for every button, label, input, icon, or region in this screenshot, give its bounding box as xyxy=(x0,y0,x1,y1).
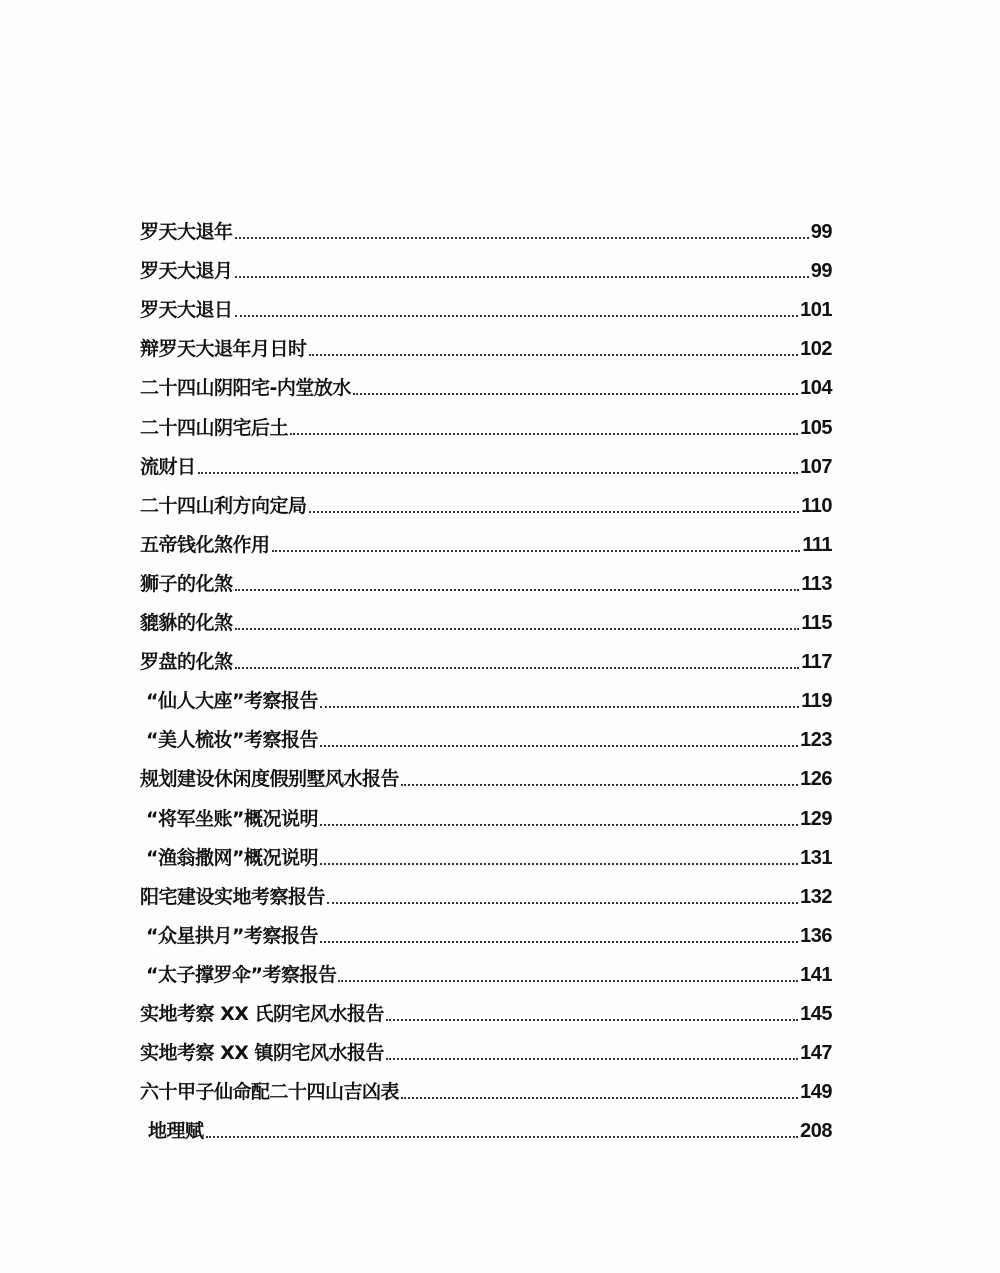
dot-leader xyxy=(235,588,800,591)
dot-leader xyxy=(235,236,809,239)
dot-leader xyxy=(235,627,800,630)
toc-entry-title: 罗天大退月 xyxy=(140,260,233,283)
table-of-contents xyxy=(140,205,832,1143)
toc-entry xyxy=(140,440,832,479)
toc-entry-title: “美人梳妆”考察报告 xyxy=(146,729,318,752)
toc-entry-page: 110 xyxy=(801,494,832,517)
toc-entry xyxy=(140,1026,832,1065)
toc-entry xyxy=(140,987,832,1026)
toc-entry-title: 地理赋 xyxy=(148,1120,204,1143)
toc-entry-title: 二十四山利方向定局 xyxy=(140,494,307,517)
toc-entry xyxy=(140,791,832,830)
toc-entry xyxy=(140,283,832,322)
toc-entry-title: 罗盘的化煞 xyxy=(140,651,233,674)
toc-entry-title: 规划建设休闲度假别墅风水报告 xyxy=(140,768,400,791)
toc-entry xyxy=(140,1065,832,1104)
toc-entry-page: 107 xyxy=(800,455,832,478)
toc-entry-title: 六十甲子仙命配二十四山吉凶表 xyxy=(140,1081,400,1104)
toc-entry xyxy=(140,752,832,791)
toc-entry xyxy=(140,635,832,674)
toc-entry-page: 208 xyxy=(800,1120,832,1143)
dot-leader xyxy=(386,1057,798,1060)
toc-entry-page: 111 xyxy=(802,533,832,556)
toc-entry-title: 实地考察 XX 氏阴宅风水报告 xyxy=(140,1002,385,1025)
toc-entry xyxy=(140,870,832,909)
dot-leader xyxy=(386,1018,798,1021)
toc-entry xyxy=(140,361,832,400)
toc-entry-title: 阳宅建设实地考察报告 xyxy=(140,885,326,908)
toc-entry-page: 115 xyxy=(801,612,832,635)
toc-entry xyxy=(140,1104,832,1143)
toc-entry-page: 132 xyxy=(800,885,832,908)
toc-entry-title: 二十四山阴阳宅-内堂放水 xyxy=(140,377,351,400)
dot-leader xyxy=(235,666,800,669)
toc-entry-page: 99 xyxy=(810,260,832,283)
toc-entry xyxy=(140,831,832,870)
dot-leader xyxy=(327,901,798,904)
toc-entry xyxy=(140,713,832,752)
toc-entry-title: 实地考察 XX 镇阴宅风水报告 xyxy=(140,1042,385,1065)
toc-entry xyxy=(140,596,832,635)
toc-entry-title: “仙人大座”考察报告 xyxy=(146,690,318,713)
toc-entry-title: 辩罗天大退年月日时 xyxy=(140,338,307,361)
dot-leader xyxy=(235,314,799,317)
toc-entry-page: 131 xyxy=(800,846,832,869)
toc-entry-page: 126 xyxy=(800,768,832,791)
dot-leader xyxy=(206,1135,799,1138)
dot-leader xyxy=(401,783,798,786)
toc-entry xyxy=(140,557,832,596)
toc-entry xyxy=(140,244,832,283)
toc-entry xyxy=(140,909,832,948)
dot-leader xyxy=(309,353,799,356)
dot-leader xyxy=(290,432,798,435)
toc-entry xyxy=(140,479,832,518)
toc-entry-page: 99 xyxy=(810,221,832,244)
toc-entry-page: 123 xyxy=(800,729,832,752)
toc-entry xyxy=(140,674,832,713)
toc-entry-title: 流财日 xyxy=(140,455,196,478)
toc-entry-page: 141 xyxy=(800,963,832,986)
toc-entry-page: 117 xyxy=(801,651,832,674)
toc-entry-page: 105 xyxy=(800,416,832,439)
toc-entry xyxy=(140,322,832,361)
toc-entry xyxy=(140,205,832,244)
dot-leader xyxy=(235,275,809,278)
toc-entry-title: 二十四山阴宅后土 xyxy=(140,416,289,439)
toc-entry-page: 101 xyxy=(800,299,832,322)
toc-entry-page: 149 xyxy=(800,1081,832,1104)
toc-entry-page: 136 xyxy=(800,924,832,947)
toc-entry-title: 罗天大退年 xyxy=(140,221,233,244)
toc-entry-page: 145 xyxy=(800,1002,832,1025)
dot-leader xyxy=(320,705,799,708)
toc-entry-title: 五帝钱化煞作用 xyxy=(140,533,270,556)
toc-entry-title: 狮子的化煞 xyxy=(140,572,233,595)
dot-leader xyxy=(338,979,798,982)
toc-entry-title: 貔貅的化煞 xyxy=(140,612,233,635)
dot-leader xyxy=(353,392,798,395)
dot-leader xyxy=(272,549,801,552)
toc-entry xyxy=(140,400,832,439)
dot-leader xyxy=(198,471,799,474)
toc-entry-title: “太子撑罗伞”考察报告 xyxy=(146,963,337,986)
toc-entry-page: 129 xyxy=(800,807,832,830)
toc-entry-title: “将军坐账”概况说明 xyxy=(146,807,318,830)
toc-entry xyxy=(140,518,832,557)
dot-leader xyxy=(320,744,798,747)
dot-leader xyxy=(320,862,798,865)
toc-entry-page: 119 xyxy=(801,690,832,713)
toc-entry-title: “众星拱月”考察报告 xyxy=(146,924,318,947)
toc-entry-page: 102 xyxy=(800,338,832,361)
toc-entry xyxy=(140,948,832,987)
dot-leader xyxy=(320,823,798,826)
dot-leader xyxy=(309,510,800,513)
dot-leader xyxy=(320,940,798,943)
toc-entry-title: 罗天大退日 xyxy=(140,299,233,322)
toc-entry-page: 104 xyxy=(800,377,832,400)
toc-entry-page: 113 xyxy=(801,572,832,595)
dot-leader xyxy=(401,1096,798,1099)
toc-entry-title: “渔翁撒网”概况说明 xyxy=(146,846,318,869)
toc-entry-page: 147 xyxy=(800,1042,832,1065)
